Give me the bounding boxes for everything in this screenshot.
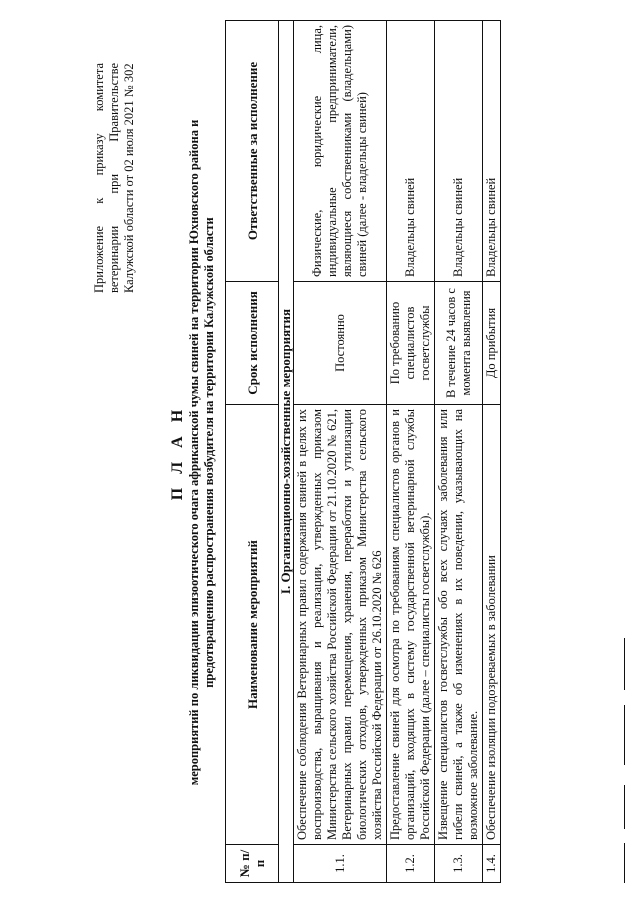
row-number: 1.1. [294,845,387,883]
row-number: 1.4. [483,845,501,883]
plan-table [225,20,501,883]
row-name: Предоставление свиней для осмотра по требованиям специалистов органов и организаций, входящих в систему государственной ветеринарной службы Российской Федерации (далее – специалисты госветслужбы). [387,405,435,845]
table-row [387,21,435,883]
section-row [279,21,294,883]
header-term: Срок исполнения [226,282,279,405]
header-responsible: Ответственные за исполнение [226,21,279,282]
row-responsible: Физические, юридические лица, индивидуальные предприниматели, являющиеся собственниками (владельцами) свиней (далее - владельцы свиней) [294,21,387,282]
row-term: До прибытия [483,282,501,405]
row-name: Обеспечение изоляции подозреваемых в заболевании [483,405,501,845]
row-name: Извещение специалистов госветслужбы обо всех случаях заболевания или гибели свиней, а также об изменениях в их поведении, указывающих на возможное заболевание. [435,405,483,845]
table-row [435,21,483,883]
document-title: П Л А Н [169,404,186,501]
table-row [483,21,501,883]
document-subtitle: мероприятий по ликвидации эпизоотического очага африканской чумы свиней на территории Юхновского района и предотвращению распространения возбудителя на территории Калужской области [187,119,216,786]
row-responsible: Владельцы свиней [435,21,483,282]
page-edge-lines [624,0,628,905]
title-block [168,0,217,905]
table-row [294,21,387,883]
table-header-row [226,21,279,883]
header-name: Наименование мероприятий [226,405,279,845]
header-number: № п/п [226,845,279,883]
section-title: I. Организационно-хозяйственные мероприятия [279,21,294,883]
row-number: 1.3. [435,845,483,883]
row-term: По требованию специалистов госветслужбы [387,282,435,405]
row-term: Постоянно [294,282,387,405]
row-name: Обеспечение соблюдения Ветеринарных правил содержания свиней в целях их воспроизводства, выращивания и реализации, утвержденных приказом Министерства сельского хозяйства Российской Федерации от 21.10.2020 № 621, Ветеринарных правил перемещения, хранения, переработки и утилизации биологических отходов, утвержденных приказом Министерства сельского хозяйства Российской Федерации от 26.10.2020 № 626 [294,405,387,845]
row-number: 1.2. [387,845,435,883]
appendix-note: Приложение к приказу комитета ветеринарии при Правительстве Калужской области от 02 июля 2021 № 302 [92,63,136,293]
row-responsible: Владельцы свиней [483,21,501,282]
row-responsible: Владельцы свиней [387,21,435,282]
row-term: В течение 24 часов с момента выявления [435,282,483,405]
